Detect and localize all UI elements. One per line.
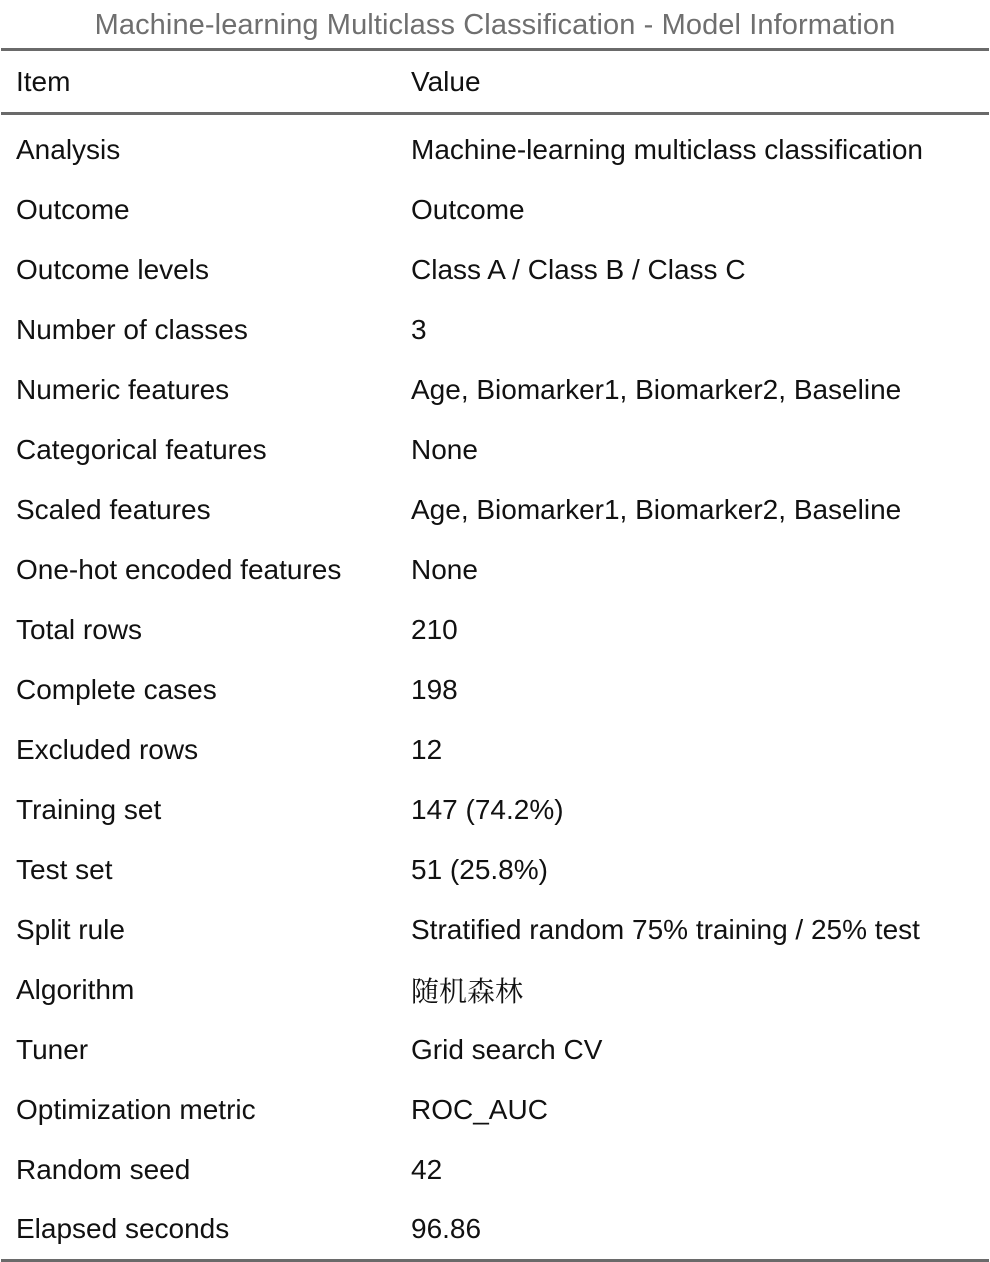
item-cell: Elapsed seconds — [1, 1200, 396, 1260]
table-row — [1, 540, 989, 600]
table-row — [1, 420, 989, 480]
value-cell: Age, Biomarker1, Biomarker2, Baseline — [411, 494, 902, 525]
table-row — [1, 360, 989, 420]
item-cell: Complete cases — [16, 674, 217, 705]
value-cell: 42 — [411, 1154, 443, 1185]
item-cell: Categorical features — [16, 434, 267, 465]
table-row — [1, 120, 989, 180]
item-cell: Outcome levels — [16, 254, 209, 285]
item-cell: One-hot encoded features — [16, 554, 342, 585]
table-row — [1, 720, 989, 780]
item-cell: Outcome — [16, 194, 130, 225]
table-row — [1, 780, 989, 840]
table-row — [1, 240, 989, 300]
table-row — [1, 840, 989, 900]
value-cell: Age, Biomarker1, Biomarker2, Baseline — [411, 374, 902, 405]
table-row — [1, 660, 989, 720]
table-row — [1, 480, 989, 540]
value-cell: 51 (25.8%) — [411, 854, 548, 885]
item-cell: Total rows — [16, 614, 143, 645]
value-cell: 198 — [411, 674, 458, 705]
header-row — [1, 50, 989, 114]
value-cell: Stratified random 75% training / 25% test — [411, 914, 920, 945]
table-row — [1, 1200, 989, 1260]
value-cell: Machine-learning multiclass classification — [411, 134, 923, 165]
item-cell: Excluded rows — [16, 734, 199, 765]
item-cell: Random seed — [16, 1154, 191, 1185]
item-cell: Numeric features — [16, 374, 230, 405]
value-cell: 随机森林 — [411, 976, 524, 1007]
value-cell: 96.86 — [396, 1200, 989, 1260]
model-information-table — [1, 48, 989, 1262]
item-cell: Split rule — [16, 914, 125, 945]
value-cell: Outcome — [411, 194, 525, 225]
value-cell: ROC_AUC — [411, 1094, 548, 1125]
item-cell: Scaled features — [16, 494, 211, 525]
table-row — [1, 180, 989, 240]
table-header — [1, 50, 989, 114]
table-caption: Machine-learning Multiclass Classification - Model Information — [94, 9, 896, 41]
value-cell: None — [411, 554, 478, 585]
table-row — [1, 1020, 989, 1080]
table-row — [1, 900, 989, 960]
item-cell: Tuner — [16, 1034, 89, 1065]
value-cell: 3 — [411, 314, 427, 345]
value-cell: Class A / Class B / Class C — [411, 254, 746, 285]
item-cell: Algorithm — [16, 974, 135, 1005]
item-cell: Number of classes — [16, 314, 248, 345]
table-row — [1, 960, 989, 1020]
value-cell: 210 — [411, 614, 458, 645]
value-cell: None — [411, 434, 478, 465]
value-cell: 147 (74.2%) — [411, 794, 564, 825]
item-cell: Training set — [16, 794, 162, 825]
table-row — [1, 1080, 989, 1140]
item-cell: Test set — [16, 854, 113, 885]
column-header-item: Item — [1, 50, 396, 114]
item-cell: Optimization metric — [16, 1094, 256, 1125]
value-cell: 12 — [411, 734, 443, 765]
table-body — [1, 114, 989, 1261]
value-cell: Grid search CV — [411, 1034, 603, 1065]
column-header-value: Value — [396, 50, 989, 114]
item-cell: Analysis — [16, 134, 121, 165]
table-row — [1, 300, 989, 360]
table-row — [1, 1140, 989, 1200]
table-row — [1, 600, 989, 660]
